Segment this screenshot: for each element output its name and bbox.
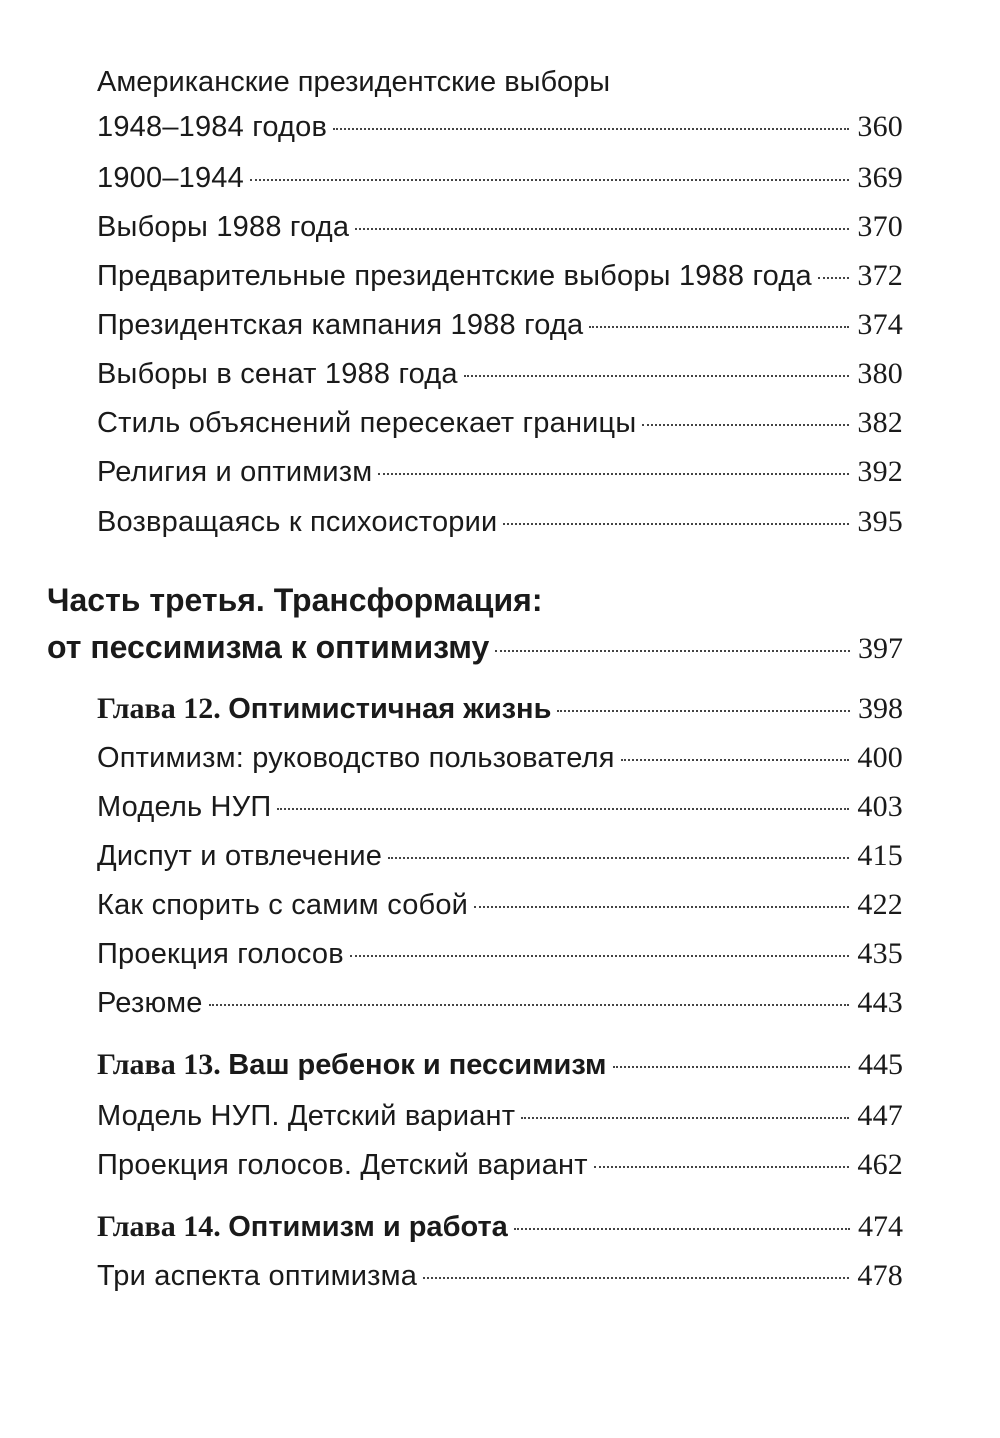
toc-entry[interactable] (97, 925, 903, 971)
toc-entry-title: Модель НУП. Детский вариант (97, 1100, 516, 1132)
toc-entry-page: 478 (857, 1259, 903, 1292)
toc-entry-page: 462 (857, 1148, 903, 1181)
toc-entry-title: 1900–1944 (97, 162, 244, 194)
toc-entry-page: 360 (857, 110, 903, 143)
toc-entry[interactable] (97, 443, 903, 489)
dot-leader (474, 906, 849, 908)
toc-entry-page: 392 (857, 455, 903, 488)
toc-entry-title: Выборы в сенат 1988 года (97, 358, 458, 390)
toc-part-entry[interactable] (47, 620, 903, 666)
chapter-title (97, 692, 551, 726)
dot-leader (594, 1166, 850, 1168)
dot-leader (521, 1117, 849, 1119)
toc-entry-title: Как спорить с самим собой (97, 889, 469, 921)
toc-entry-page: 395 (857, 505, 903, 538)
toc-entry-page: 435 (857, 937, 903, 970)
toc-entry[interactable] (97, 493, 903, 539)
toc-chapter-entry[interactable] (97, 1036, 903, 1082)
toc-entry-page: 445 (858, 1048, 903, 1081)
dot-leader (388, 857, 849, 859)
toc-entry-page: 443 (857, 986, 903, 1019)
chapter-prefix: Глава 12. (97, 692, 221, 725)
dot-leader (209, 1004, 850, 1006)
toc-entry-title: Выборы 1988 года (97, 211, 350, 243)
toc-entry-page: 415 (857, 839, 903, 872)
dot-leader (642, 424, 849, 426)
toc-entry[interactable] (97, 974, 903, 1020)
chapter-prefix: Глава 13. (97, 1048, 221, 1081)
toc-entry-title: Три аспекта оптимизма (97, 1260, 418, 1292)
toc-entry-title: Президентская кампания 1988 года (97, 309, 584, 341)
toc-entry-title: Оптимизм: руководство пользователя (97, 742, 615, 774)
dot-leader (589, 326, 849, 328)
chapter-name: Оптимистичная жизнь (228, 693, 552, 725)
toc-entry[interactable] (97, 98, 903, 144)
toc-entry-title: Возвращаясь к психоистории (97, 506, 498, 538)
toc-entry[interactable] (97, 198, 903, 244)
dot-leader (333, 128, 849, 130)
toc-entry-page: 380 (857, 357, 903, 390)
dot-leader (378, 473, 849, 475)
toc-entry-title-line: Американские президентские выборы (97, 66, 611, 98)
toc-entry-page: 474 (858, 1210, 903, 1243)
toc-entry-title: Модель НУП (97, 791, 272, 823)
toc-entry[interactable] (97, 778, 903, 824)
toc-entry[interactable] (97, 1087, 903, 1133)
toc-entry[interactable] (97, 876, 903, 922)
dot-leader (423, 1277, 849, 1279)
dot-leader (613, 1066, 850, 1068)
toc-entry[interactable] (97, 149, 903, 195)
toc-entry[interactable] (97, 1247, 903, 1293)
dot-leader (277, 808, 849, 810)
toc-entry[interactable] (97, 729, 903, 775)
toc-entry-title: 1948–1984 годов (97, 111, 328, 143)
toc-entry[interactable] (97, 394, 903, 440)
toc-entry-title: Проекция голосов. Детский вариант (97, 1149, 588, 1181)
toc-entry[interactable] (97, 247, 903, 293)
toc-entry-title: Резюме (97, 987, 203, 1019)
toc-entry-title: Религия и оптимизм (97, 456, 373, 488)
chapter-title (97, 1210, 508, 1244)
toc-entry-title: Предварительные президентские выборы 1988 года (97, 260, 812, 292)
part-title-line: Часть третья. Трансформация: (47, 582, 543, 618)
toc-entry-page: 447 (857, 1099, 903, 1132)
toc-entry[interactable] (97, 296, 903, 342)
toc-entry-title: Проекция голосов (97, 938, 344, 970)
dot-leader (818, 277, 850, 279)
toc-entry[interactable] (97, 827, 903, 873)
dot-leader (355, 228, 849, 230)
part-title: от пессимизма к оптимизму (47, 629, 490, 665)
toc-entry-page: 372 (857, 259, 903, 292)
dot-leader (503, 523, 849, 525)
toc-entry-page: 403 (857, 790, 903, 823)
dot-leader (495, 650, 850, 652)
dot-leader (557, 710, 850, 712)
toc-entry-page: 370 (857, 210, 903, 243)
toc-chapter-entry[interactable] (97, 1198, 903, 1244)
toc-entry[interactable] (97, 1136, 903, 1182)
toc-entry-page: 369 (857, 161, 903, 194)
toc-chapter-entry[interactable] (97, 680, 903, 726)
toc-entry-page: 400 (857, 741, 903, 774)
toc-entry-page: 422 (857, 888, 903, 921)
toc-entry[interactable] (97, 345, 903, 391)
chapter-title (97, 1048, 607, 1082)
toc-entry-page: 398 (858, 692, 903, 725)
dot-leader (464, 375, 850, 377)
dot-leader (621, 759, 850, 761)
chapter-name: Ваш ребенок и пессимизм (228, 1049, 607, 1081)
dot-leader (514, 1228, 850, 1230)
toc-entry-title: Диспут и отвлечение (97, 840, 383, 872)
dot-leader (350, 955, 850, 957)
toc-entry-page: 374 (857, 308, 903, 341)
toc-entry-page: 382 (857, 406, 903, 439)
chapter-prefix: Глава 14. (97, 1210, 221, 1243)
chapter-name: Оптимизм и работа (228, 1211, 508, 1243)
toc-entry-page: 397 (858, 632, 903, 665)
dot-leader (250, 179, 849, 181)
toc-entry-title: Стиль объяснений пересекает границы (97, 407, 637, 439)
